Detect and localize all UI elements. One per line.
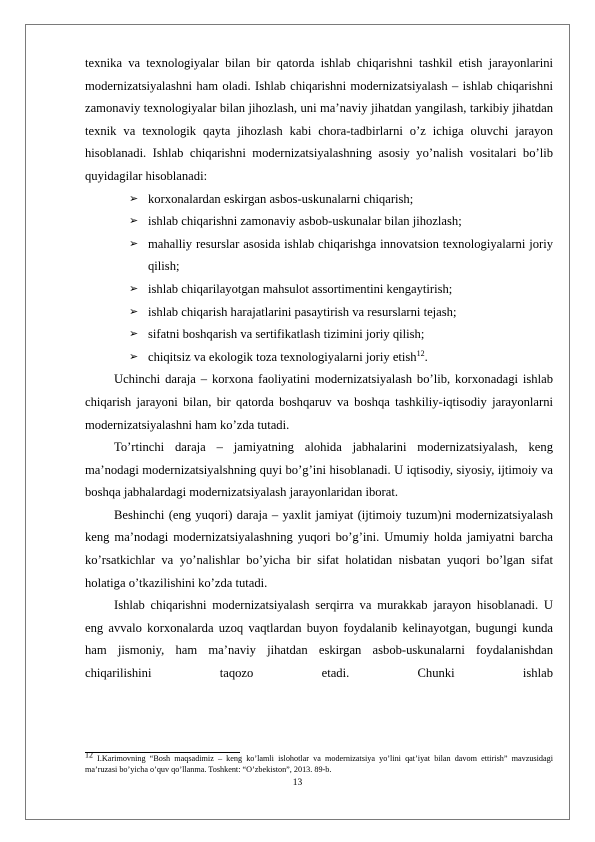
arrow-bullet-icon: ➢ xyxy=(129,304,139,318)
arrow-bullet-icon: ➢ xyxy=(129,191,139,205)
arrow-bullet-icon: ➢ xyxy=(129,281,139,295)
list-item: ➢ mahalliy resurslar asosida ishlab chiqarishga innovatsion texnologiyalarni joriy qilish; xyxy=(85,233,553,278)
list-item: ➢ chiqitsiz va ekologik toza texnologiyalarni joriy etish$^{12}$. xyxy=(85,346,553,369)
arrow-bullet-icon: ➢ xyxy=(129,236,139,250)
footnote-number: 12 xyxy=(85,750,93,760)
page-number: 13 xyxy=(292,778,303,788)
list-item: ➢ ishlab chiqarilayotgan mahsulot assortimentini kengaytirish; xyxy=(85,278,553,301)
list-item: ➢ korxonalardan eskirgan asbos-uskunalarni chiqarish; xyxy=(85,188,553,211)
bullet-list xyxy=(85,188,553,369)
paragraph-third-level: Uchinchi daraja – korxona faoliyatini modernizatsiyalash bo’lib, korxonadagi ishlab chiqarish jarayoni bilan, bir qatorda boshqaruv va boshqa tashkiliy-iqtisodiy jarayonlarni modernizatsiyalashni ham ko’zda tutadi. xyxy=(85,372,553,432)
arrow-bullet-icon: ➢ xyxy=(129,327,139,341)
paragraph-fifth-level: Beshinchi (eng yuqori) daraja – yaxlit jamiyat (ijtimoiy tuzum)ni modernizatsiyalash keng ma’nodagi modernizatsiyalashning yuqori bo’g’ini. Umumiy holda jamiyatni barcha ko’rsatkichlar va yo’nalishlar bo’yicha bir sifat holatidan nisbatan yuqori bo’lgan sifat holatiga o’tkazilishini ko’zda tutadi. xyxy=(85,507,553,590)
footnote-text: I.Karimovning “Bosh maqsadimiz – keng ko’lamli islohotlar va modernizatsiya yo’lini qat’iyat bilan davom ettirish” mavzusidagi ma’ruzasi bo’yicha o’quv qo’llanma. Toshkent: “O’zbekiston”, 2013. 89-b. xyxy=(85,754,553,774)
footnote-reference[interactable]: 12 xyxy=(416,348,425,358)
arrow-bullet-icon: ➢ xyxy=(129,214,139,228)
paragraph-fourth-level: To’rtinchi daraja – jamiyatning alohida jabhalarini modernizatsiyalash, keng ma’nodagi modernizatsiyalshning quyi bo’g’ini hisoblanadi. U iqtisodiy, siyosiy, ijtimoiy va boshqa jabhalardagi modernizatsiyalash jarayonlaridan iborat. xyxy=(85,440,553,500)
list-item: ➢ ishlab chiqarishni zamonaviy asbob-uskunalar bilan jihozlash; xyxy=(85,210,553,233)
document-body xyxy=(85,52,553,685)
footnote xyxy=(85,750,553,775)
arrow-bullet-icon: ➢ xyxy=(129,349,139,363)
list-item: ➢ sifatni boshqarish va sertifikatlash tizimini joriy qilish; xyxy=(85,323,553,346)
paragraph-intro: texnika va texnologiyalar bilan bir qatorda ishlab chiqarishni tashkil etish jarayonlarini modernizatsiyalashni ham oladi. Ishlab chiqarishni modernizatsiyalash – ishlab chiqarishni zamonaviy texnologiyalar bilan jihozlash, uni ma’naviy jihatdan yangilash, tarkibiy jihatdan texnik va texnologik qayta jihozlash kabi chora-tadbirlarni o’z ichiga oluvchi jarayon hisoblanadi. Ishlab chiqarishni modernizatsiyalashning asosiy yo’nalish vositalari bo’lib quyidagilar hisoblanadi: xyxy=(85,56,553,183)
footnote-separator xyxy=(85,752,240,753)
list-item: ➢ ishlab chiqarish harajatlarini pasaytirish va resurslarni tejash; xyxy=(85,301,553,324)
paragraph-production-modernization: Ishlab chiqarishni modernizatsiyalash serqirra va murakkab jarayon hisoblanadi. U eng avvalo korxonalarda uzoq vaqtlardan buyon foydalanib kelinayotgan, bugungi kunda ham jismoniy, ham ma’naviy jihatdan eskirgan asbob-uskunalarni foydalanishdan chiqarilishini taqozo etadi. Chunki ishlab xyxy=(85,598,553,681)
